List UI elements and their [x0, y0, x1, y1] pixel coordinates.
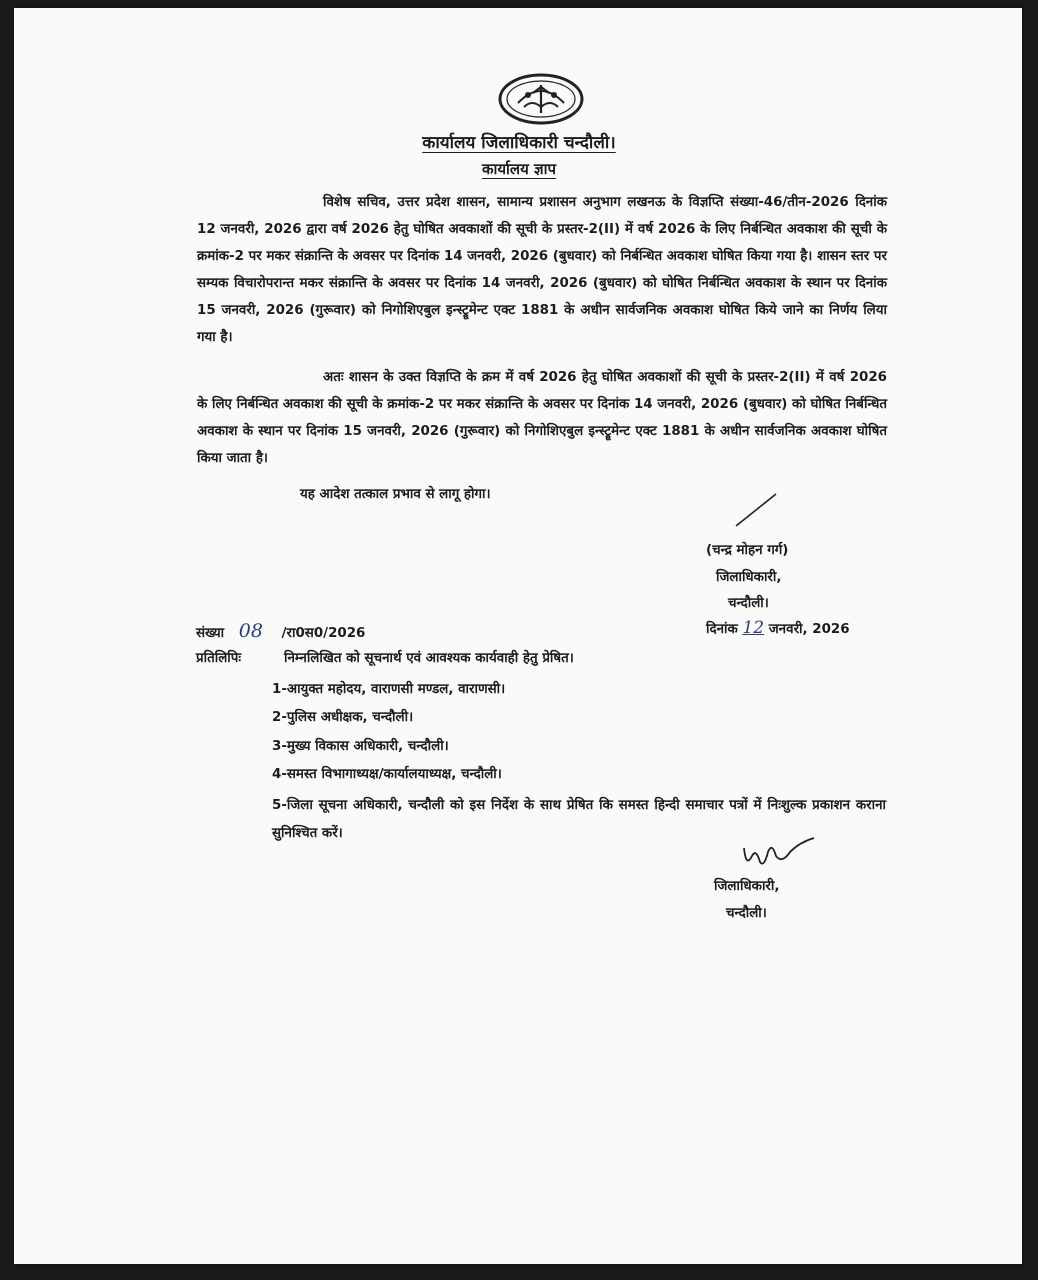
copy-item-5-text: 5-जिला सूचना अधिकारी, चन्दौली को इस निर्देश के साथ प्रेषित कि समस्त हिन्दी समाचार पत्रों में निःशुल्क प्रकाशन कराना सुनिश्चित करें। [272, 798, 886, 841]
copy-item: 4-समस्त विभागाध्यक्ष/कार्यालयाध्यक्ष, चन्दौली। [272, 767, 502, 782]
issue-date [706, 618, 850, 638]
paragraph-2: अतः शासन के उक्त विज्ञप्ति के क्रम में वर्ष 2026 हेतु घोषित अवकाशों की सूची के प्रस्तर-2(II) में वर्ष 2026 के लिए निर्बन्धित अवकाश की सूची के क्रमांक-2 पर मकर संक्रान्ति के अवसर पर दिनांक 14 जनवरी, 2026 (बुधवार) को घोषित निर्बन्धित अवकाश के स्थान पर दिनांक 15 जनवरी, 2026 (गुरूवार) को निगोशिएबुल इन्स्ट्रूमेन्ट एक्ट 1881 के अधीन सार्वजनिक अवकाश घोषित किया जाता है। [197, 370, 887, 466]
office-heading: कार्यालय जिलाधिकारी चन्दौली। [422, 133, 616, 153]
reference-label: संख्या [196, 626, 225, 641]
signatory-name: (चन्द्र मोहन गर्ग) [706, 543, 789, 558]
reference-suffix: /रा0स0/2026 [281, 626, 366, 641]
initials-signature [738, 834, 818, 874]
paragraph-3: यह आदेश तत्काल प्रभाव से लागू होगा। [300, 487, 491, 502]
copy-intro: निम्नलिखित को सूचनार्थ एवं आवश्यक कार्यवाही हेतु प्रेषित। [284, 651, 574, 666]
copy-item: 2-पुलिस अधीक्षक, चन्दौली। [272, 710, 414, 725]
signature-stroke [732, 490, 782, 530]
footer-place: चन्दौली। [726, 906, 767, 921]
signatory-designation: जिलाधिकारी, [716, 570, 782, 585]
date-handwritten: 12 [742, 618, 765, 638]
paragraph-1: विशेष सचिव, उत्तर प्रदेश शासन, सामान्य प्रशासन अनुभाग लखनऊ के विज्ञप्ति संख्या-46/तीन-2026 दिनांक 12 जनवरी, 2026 द्वारा वर्ष 2026 हेतु घोषित अवकाशों की सूची के प्रस्तर-2(II) में वर्ष 2026 के लिए निर्बन्धित अवकाश की सूची के क्रमांक-2 पर मकर संक्रान्ति के अवसर पर दिनांक 14 जनवरी, 2026 (बुधवार) को निर्बन्धित अवकाश घोषित किया गया है। शासन स्तर पर सम्यक विचारोपरान्त मकर संक्रान्ति के अवसर पर दिनांक 14 जनवरी, 2026 (बुधवार) को घोषित निर्बन्धित अवकाश के स्थान पर दिनांक 15 जनवरी, 2026 (गुरूवार) को निगोशिएबुल इन्स्ट्रूमेन्ट एक्ट 1881 के अधीन सार्वजनिक अवकाश घोषित किये जाने का निर्णय लिया गया है। [197, 195, 887, 345]
footer-designation: जिलाधिकारी, [714, 879, 780, 894]
reference-number [196, 620, 365, 642]
date-suffix: जनवरी, 2026 [768, 622, 850, 637]
date-prefix: दिनांक [706, 622, 738, 637]
up-government-emblem-icon [498, 73, 584, 125]
copy-item: 3-मुख्य विकास अधिकारी, चन्दौली। [272, 739, 449, 754]
copy-item: 1-आयुक्त महोदय, वाराणसी मण्डल, वाराणसी। [272, 682, 506, 697]
document-type-heading: कार्यालय ज्ञाप [481, 160, 557, 178]
signatory-place: चन्दौली। [728, 596, 769, 611]
reference-handwritten-number: 08 [238, 620, 263, 642]
copy-label: प्रतिलिपिः [196, 651, 242, 666]
